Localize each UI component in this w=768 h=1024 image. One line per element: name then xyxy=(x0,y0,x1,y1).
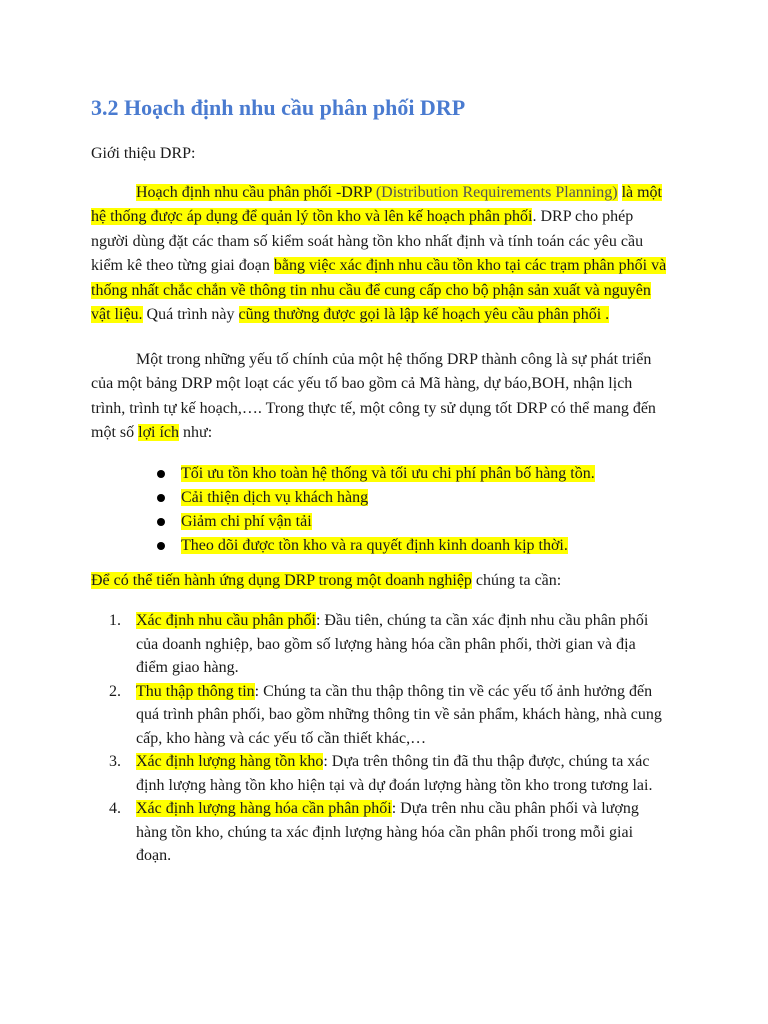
benefit-text: Cải thiện dịch vụ khách hàng xyxy=(181,488,369,506)
highlight-drp-name: Hoạch định nhu cầu phân phối -DRP xyxy=(136,183,376,201)
step-body: : Dựa trên nhu cầu phân phối và lượng hàng tồn kho, chúng ta xác định lượng hàng hóa cần phân phối trong mỗi giai đoạn. xyxy=(136,800,639,864)
step-body: : Đầu tiên, chúng ta cần xác định nhu cầu phân phối của doanh nghiệp, bao gồm số lượng hàng hóa cần phân phối, thời gian và địa điểm giao hàng. xyxy=(136,612,649,676)
drp-process-text: Quá trình này xyxy=(142,306,239,323)
benefit-text: Theo dõi được tồn kho và ra quyết định kinh doanh kịp thời. xyxy=(181,536,568,554)
bullet-icon xyxy=(157,494,165,502)
highlight-drp-alias: cũng thường được gọi là lập kế hoạch yêu cầu phân phối . xyxy=(238,306,610,323)
step-title: Xác định lượng hàng hóa cần phân phối xyxy=(136,800,392,817)
drp-english-name: (Distribution Requirements Planning) xyxy=(375,183,618,201)
benefit-item xyxy=(157,534,668,558)
step-item xyxy=(109,750,668,797)
highlight-drp-system: là một hệ thống được áp dụng để quản lý tồn kho và lên kế hoạch phân phối xyxy=(91,183,662,225)
step-body: : Dựa trên thông tin đã thu thập được, chúng ta xác định lượng hàng tồn kho hiện tại và dự đoán lượng hàng tồn kho trong tương lai. xyxy=(136,753,653,794)
step-item xyxy=(109,609,668,680)
benefit-text: Giảm chi phí vận tải xyxy=(181,512,312,530)
section-heading: 3.2 Hoạch định nhu cầu phân phối DRP xyxy=(91,95,466,120)
drp-success-text: Một trong những yếu tố chính của một hệ thống DRP thành công là sự phát triển của một bảng DRP một loạt các yếu tố bao gồm cả Mã hàng, dự báo,BOH, nhận lịch trình, trình tự kế hoạch,…. Trong thực tế, một công ty sử dụng tốt DRP có thể mang đến một số xyxy=(91,350,656,441)
benefits-list xyxy=(91,462,668,558)
benefit-text: Tối ưu tồn kho toàn hệ thống và tối ưu chi phí phân bố hàng tồn. xyxy=(181,464,595,482)
drp-success-paragraph xyxy=(91,348,668,446)
benefit-item xyxy=(157,486,668,510)
steps-list xyxy=(91,609,668,868)
bullet-icon xyxy=(157,518,165,526)
benefit-item xyxy=(157,462,668,486)
step-number: 4. xyxy=(109,800,121,817)
step-number: 3. xyxy=(109,753,121,770)
steps-intro-tail: chúng ta cần: xyxy=(471,571,562,589)
step-title: Thu thập thông tin xyxy=(136,682,255,700)
step-item xyxy=(109,797,668,868)
bullet-icon xyxy=(157,542,165,550)
step-number: 1. xyxy=(109,612,121,629)
benefit-item xyxy=(157,510,668,534)
drp-definition-paragraph xyxy=(91,181,668,328)
intro-label: Giới thiệu DRP: xyxy=(91,145,196,162)
steps-intro xyxy=(91,569,668,594)
drp-description-text: . DRP cho phép người dùng đặt các tham số kiểm soát hàng tồn kho nhất định và tính toán các yêu cầu kiểm kê theo từng giai đoạn xyxy=(91,208,644,274)
highlight-steps-intro: Để có thể tiến hành ứng dụng DRP trong một doanh nghiệp xyxy=(91,571,472,589)
step-body: : Chúng ta cần thu thập thông tin về các yếu tố ảnh hưởng đến quá trình phân phối, bao gồm những thông tin về sản phẩm, khách hàng, nhà cung cấp, kho hàng và các yếu tố cần thiết khác,… xyxy=(136,682,662,747)
step-number: 2. xyxy=(109,682,121,700)
highlight-benefits: lợi ích xyxy=(138,424,180,441)
highlight-drp-method: bằng việc xác định nhu cầu tồn kho tại các trạm phân phối và thống nhất chắc chắn về thông tin nhu cầu để cung cấp cho bộ phận sản xuất và nguyên vật liệu. xyxy=(91,257,667,323)
step-title: Xác định lượng hàng tồn kho xyxy=(136,753,324,770)
step-item xyxy=(109,680,668,751)
bullet-icon xyxy=(157,470,165,478)
drp-success-tail: như: xyxy=(179,424,213,441)
step-title: Xác định nhu cầu phân phối xyxy=(136,612,316,629)
